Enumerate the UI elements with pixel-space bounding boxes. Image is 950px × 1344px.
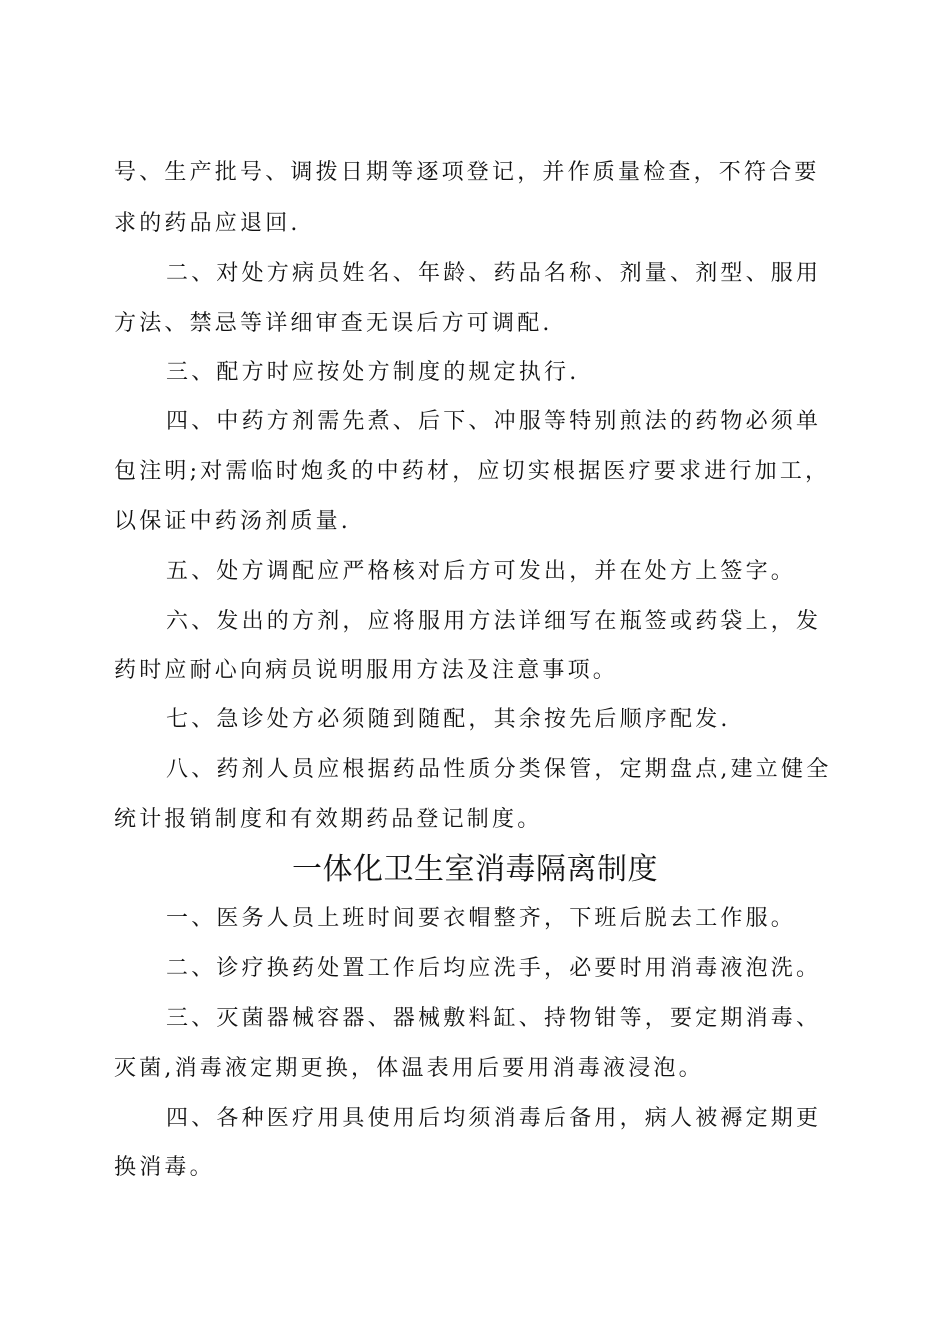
paragraph-line: 方法、禁忌等详细审查无误后方可调配. [114,311,553,336]
paragraph-line: 四、各种医疗用具使用后均须消毒后备用，病人被褥定期更 [166,1106,822,1131]
paragraph-line: 灭菌,消毒液定期更换，体温表用后要用消毒液浸泡。 [114,1056,704,1081]
paragraph-line: 二、对处方病员姓名、年龄、药品名称、剂量、剂型、服用 [166,261,822,286]
paragraph-line: 三、配方时应按处方制度的规定执行. [166,360,580,385]
paragraph-line: 换消毒。 [114,1155,215,1180]
paragraph-line: 七、急诊处方必须随到随配，其余按先后顺序配发. [166,707,731,732]
paragraph-line: 统计报销制度和有效期药品登记制度。 [114,807,543,832]
paragraph-line: 包注明;对需临时炮炙的中药材，应切实根据医疗要求进行加工， [114,459,831,484]
paragraph-line: 求的药品应退回. [114,211,301,236]
paragraph-line: 药时应耐心向病员说明服用方法及注意事项。 [114,658,619,683]
paragraph-line: 五、处方调配应严格核对后方可发出，并在处方上签字。 [166,559,797,584]
paragraph-line: 一、医务人员上班时间要衣帽整齐，下班后脱去工作服。 [166,906,797,931]
paragraph-line: 号、生产批号、调拨日期等逐项登记，并作质量检查，不符合要 [114,160,820,185]
paragraph-line: 三、灭菌器械容器、器械敷料缸、持物钳等，要定期消毒、 [166,1006,822,1031]
paragraph-line: 四、中药方剂需先煮、后下、冲服等特别煎法的药物必须单 [166,409,822,434]
paragraph-line: 六、发出的方剂，应将服用方法详细写在瓶签或药袋上，发 [166,609,822,634]
section-title: 一体化卫生室消毒隔离制度 [292,852,658,887]
paragraph-line: 八、药剂人员应根据药品性质分类保管，定期盘点,建立健全 [166,757,832,782]
paragraph-line: 二、诊疗换药处置工作后均应洗手，必要时用消毒液泡洗。 [166,956,822,981]
paragraph-line: 以保证中药汤剂质量. [114,509,351,534]
